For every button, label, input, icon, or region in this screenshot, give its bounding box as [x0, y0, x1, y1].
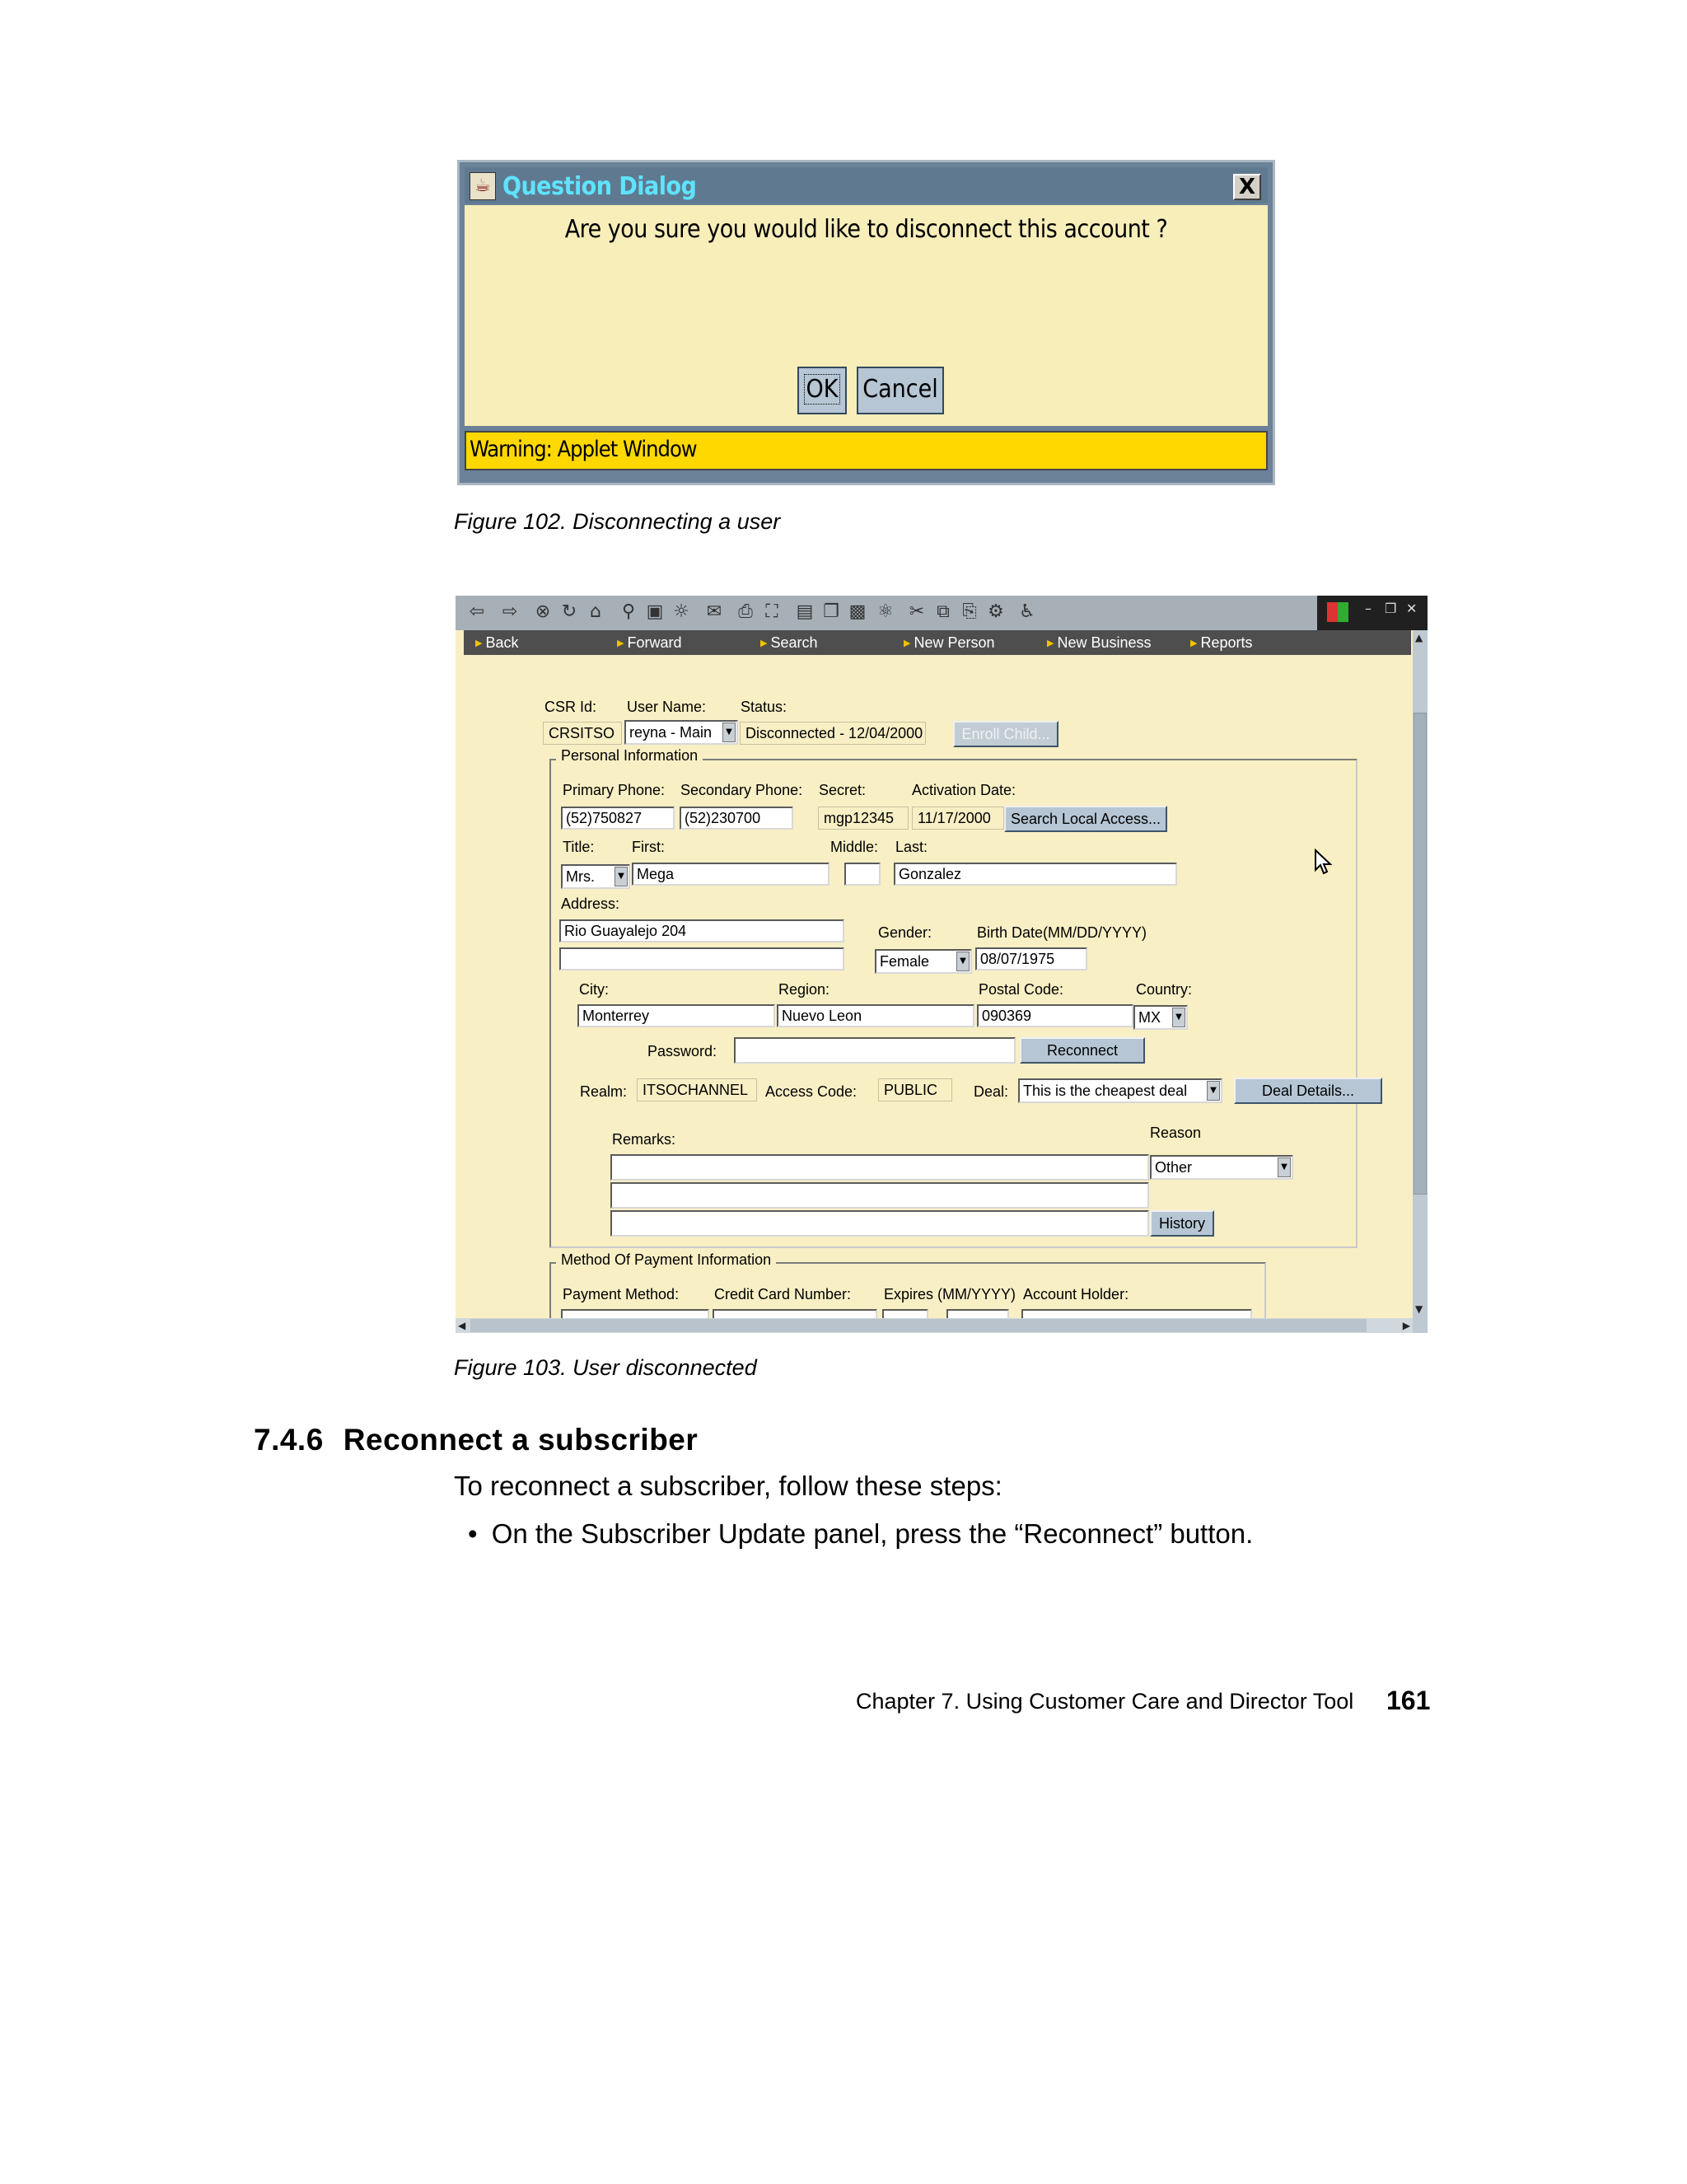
reason-select[interactable] — [1150, 1155, 1293, 1180]
status-value: Disconnected - 12/04/2000 — [740, 722, 926, 745]
history-icon[interactable]: ☼ — [673, 601, 689, 622]
deal-details-button[interactable]: Deal Details... — [1234, 1078, 1382, 1104]
java-cup-icon: ☕ — [470, 172, 496, 200]
ok-label: OK — [806, 375, 839, 404]
city-field[interactable]: Monterrey — [577, 1004, 775, 1027]
remarks-line-3-field[interactable] — [610, 1210, 1149, 1237]
address-line-1-field[interactable]: Rio Guayalejo 204 — [559, 919, 844, 942]
personal-information-legend: Personal Information — [556, 747, 703, 765]
country-label: Country: — [1136, 981, 1193, 998]
window-controls — [1317, 596, 1428, 630]
chevron-down-icon: ▼ — [1278, 1157, 1291, 1177]
title-select[interactable] — [561, 864, 630, 889]
accessibility-icon[interactable]: ♿ — [1019, 601, 1035, 622]
vertical-scrollbar[interactable] — [1413, 630, 1428, 1333]
reason-value: Other — [1155, 1159, 1193, 1176]
figure-103-caption: Figure 103. User disconnected — [454, 1355, 757, 1380]
password-field[interactable] — [734, 1037, 1016, 1064]
chevron-down-icon: ▼ — [1207, 1081, 1220, 1101]
search-icon[interactable]: ⚲ — [621, 601, 636, 622]
primary-phone-field[interactable]: (52)750827 — [561, 807, 675, 830]
postal-code-label: Postal Code: — [979, 981, 1064, 998]
search-local-access-button[interactable]: Search Local Access... — [1004, 806, 1167, 832]
cut-icon[interactable]: ✂ — [909, 601, 925, 622]
figure-102-caption: Figure 102. Disconnecting a user — [454, 509, 781, 534]
region-field[interactable]: Nuevo Leon — [777, 1004, 974, 1027]
csr-id-label: CSR Id: — [544, 699, 597, 715]
page-icon[interactable]: ▤ — [796, 601, 814, 622]
history-button[interactable]: History — [1150, 1210, 1214, 1237]
mail-icon[interactable]: ✉ — [706, 601, 722, 622]
refresh-icon[interactable]: ↻ — [561, 601, 577, 622]
secret-label: Secret: — [819, 782, 867, 798]
section-title: Reconnect a subscriber — [343, 1423, 699, 1457]
chevron-down-icon: ▼ — [722, 723, 736, 742]
enroll-child-button[interactable]: Enroll Child... — [953, 721, 1058, 747]
middle-name-label: Middle: — [830, 839, 879, 855]
applet-warning-bar: Warning: Applet Window — [465, 431, 1268, 470]
intro-paragraph: To reconnect a subscriber, follow these steps: — [454, 1471, 1002, 1501]
folder-icon[interactable]: ▣ — [646, 601, 664, 622]
section-number: 7.4.6 — [254, 1423, 324, 1457]
last-name-label: Last: — [895, 839, 928, 855]
footer-chapter: Chapter 7. Using Customer Care and Director Tool — [856, 1689, 1354, 1714]
dialog-question: Are you sure you would like to disconnect this account ? — [564, 215, 1168, 244]
country-select[interactable] — [1133, 1005, 1188, 1030]
title-label: Title: — [563, 839, 595, 855]
secondary-phone-label: Secondary Phone: — [680, 782, 803, 798]
nav-new-business[interactable]: ▶ New Business — [1047, 634, 1152, 652]
remarks-line-1-field[interactable] — [610, 1154, 1149, 1181]
reason-label: Reason — [1150, 1125, 1202, 1141]
access-code-value: PUBLIC — [878, 1078, 952, 1101]
status-label: Status: — [741, 699, 787, 715]
scroll-left-icon[interactable]: ◀ — [458, 1320, 466, 1331]
gender-value: Female — [880, 953, 930, 970]
browser-toolbar — [456, 596, 1428, 630]
deal-label: Deal: — [974, 1083, 1009, 1100]
remarks-label: Remarks: — [612, 1131, 676, 1148]
mouse-pointer-icon — [1314, 849, 1332, 875]
csr-id-value: CRSITSO — [543, 722, 622, 745]
title-value: Mrs. — [566, 868, 595, 885]
deal-value: This is the cheapest deal — [1023, 1083, 1188, 1099]
ok-button[interactable] — [797, 367, 847, 414]
dialog-body — [465, 205, 1268, 426]
birth-date-label: Birth Date(MM/DD/YYYY) — [977, 924, 1147, 941]
cancel-button[interactable]: Cancel — [857, 367, 944, 414]
country-value: MX — [1138, 1009, 1161, 1026]
activation-date-value: 11/17/2000 — [912, 807, 1004, 830]
dialog-title: Question Dialog — [502, 172, 697, 201]
birth-date-field[interactable]: 08/07/1975 — [975, 947, 1087, 970]
primary-phone-label: Primary Phone: — [563, 782, 666, 798]
nav-new-person[interactable]: ▶ New Person — [904, 634, 995, 652]
last-name-field[interactable]: Gonzalez — [894, 863, 1177, 886]
nav-reports[interactable]: ▶ Reports — [1190, 634, 1253, 652]
first-name-field[interactable]: Mega — [632, 863, 829, 886]
restore-icon[interactable]: ❐ — [1385, 601, 1397, 616]
dialog-titlebar — [465, 167, 1268, 203]
remarks-line-2-field[interactable] — [610, 1182, 1149, 1209]
scroll-up-icon[interactable]: ▲ — [1415, 632, 1423, 643]
chevron-down-icon: ▼ — [615, 867, 628, 886]
nav-search[interactable]: ▶ Search — [760, 634, 818, 652]
paste-icon[interactable]: ⎘ — [962, 601, 977, 622]
bullet-text: On the Subscriber Update panel, press the “Reconnect” button. — [491, 1518, 1254, 1549]
stop-icon[interactable]: ⊗ — [535, 601, 551, 622]
horizontal-scrollbar[interactable] — [456, 1318, 1413, 1333]
city-label: City: — [579, 981, 609, 998]
bullet-item — [468, 1518, 1253, 1550]
print-icon[interactable]: ⎙ — [738, 601, 753, 622]
activation-date-label: Activation Date: — [912, 782, 1016, 798]
first-name-label: First: — [632, 839, 665, 855]
secondary-phone-field[interactable]: (52)230700 — [680, 807, 793, 830]
user-name-select[interactable] — [624, 720, 738, 745]
account-holder-label: Account Holder: — [1023, 1286, 1129, 1302]
chevron-down-icon: ▼ — [956, 952, 970, 971]
browser-window — [456, 596, 1428, 1333]
back-arrow-icon[interactable]: ⇦ — [469, 601, 485, 622]
minimize-icon[interactable]: – — [1365, 601, 1372, 616]
nav-back[interactable]: ▶ Back — [475, 634, 519, 652]
user-name-label: User Name: — [627, 699, 707, 715]
reconnect-button[interactable]: Reconnect — [1020, 1037, 1145, 1064]
scroll-down-icon[interactable]: ▼ — [1415, 1303, 1423, 1315]
navigation-bar — [464, 630, 1411, 655]
copy-icon[interactable]: ⧉ — [937, 601, 950, 622]
address-line-2-field[interactable] — [559, 947, 844, 970]
postal-code-field[interactable]: 090369 — [977, 1004, 1133, 1027]
question-dialog — [457, 160, 1275, 485]
scroll-right-icon[interactable]: ▶ — [1402, 1320, 1410, 1331]
horizontal-scroll-thumb[interactable] — [470, 1319, 1367, 1332]
encoding-icon[interactable]: ⚛ — [877, 601, 894, 622]
close-icon[interactable]: ✕ — [1406, 601, 1418, 616]
forward-arrow-icon[interactable]: ⇨ — [502, 601, 518, 622]
payment-information-legend: Method Of Payment Information — [556, 1251, 776, 1269]
bullet-glyph: • — [468, 1518, 478, 1549]
access-code-label: Access Code: — [765, 1083, 858, 1100]
home-icon[interactable]: ⌂ — [590, 601, 601, 622]
window-icon[interactable]: ❐ — [823, 601, 839, 622]
windows-logo-icon — [1327, 602, 1348, 622]
credit-card-label: Credit Card Number: — [714, 1286, 852, 1302]
realm-value: ITSOCHANNEL — [637, 1078, 757, 1101]
expires-label: Expires (MM/YYYY) — [884, 1286, 1016, 1302]
gender-label: Gender: — [878, 924, 932, 941]
section-heading — [254, 1423, 698, 1457]
fullscreen-icon[interactable]: ⛶ — [765, 601, 778, 622]
user-name-value: reyna - Main — [629, 724, 713, 741]
page-number: 161 — [1386, 1686, 1431, 1715]
frame-icon[interactable]: ▩ — [848, 601, 867, 622]
close-button[interactable]: X — [1233, 174, 1261, 200]
chevron-down-icon: ▼ — [1172, 1008, 1185, 1027]
region-label: Region: — [778, 981, 830, 998]
deal-select[interactable] — [1018, 1078, 1222, 1103]
tools-icon[interactable]: ⚙ — [988, 601, 1004, 622]
nav-forward[interactable]: ▶ Forward — [617, 634, 681, 652]
secret-value: mgp12345 — [818, 807, 909, 830]
payment-method-label: Payment Method: — [563, 1286, 680, 1302]
vertical-scroll-thumb[interactable] — [1414, 713, 1427, 1195]
address-label: Address: — [561, 896, 620, 912]
password-label: Password: — [647, 1043, 717, 1059]
middle-name-field[interactable] — [844, 863, 881, 886]
realm-label: Realm: — [580, 1083, 628, 1100]
gender-select[interactable] — [875, 949, 972, 974]
